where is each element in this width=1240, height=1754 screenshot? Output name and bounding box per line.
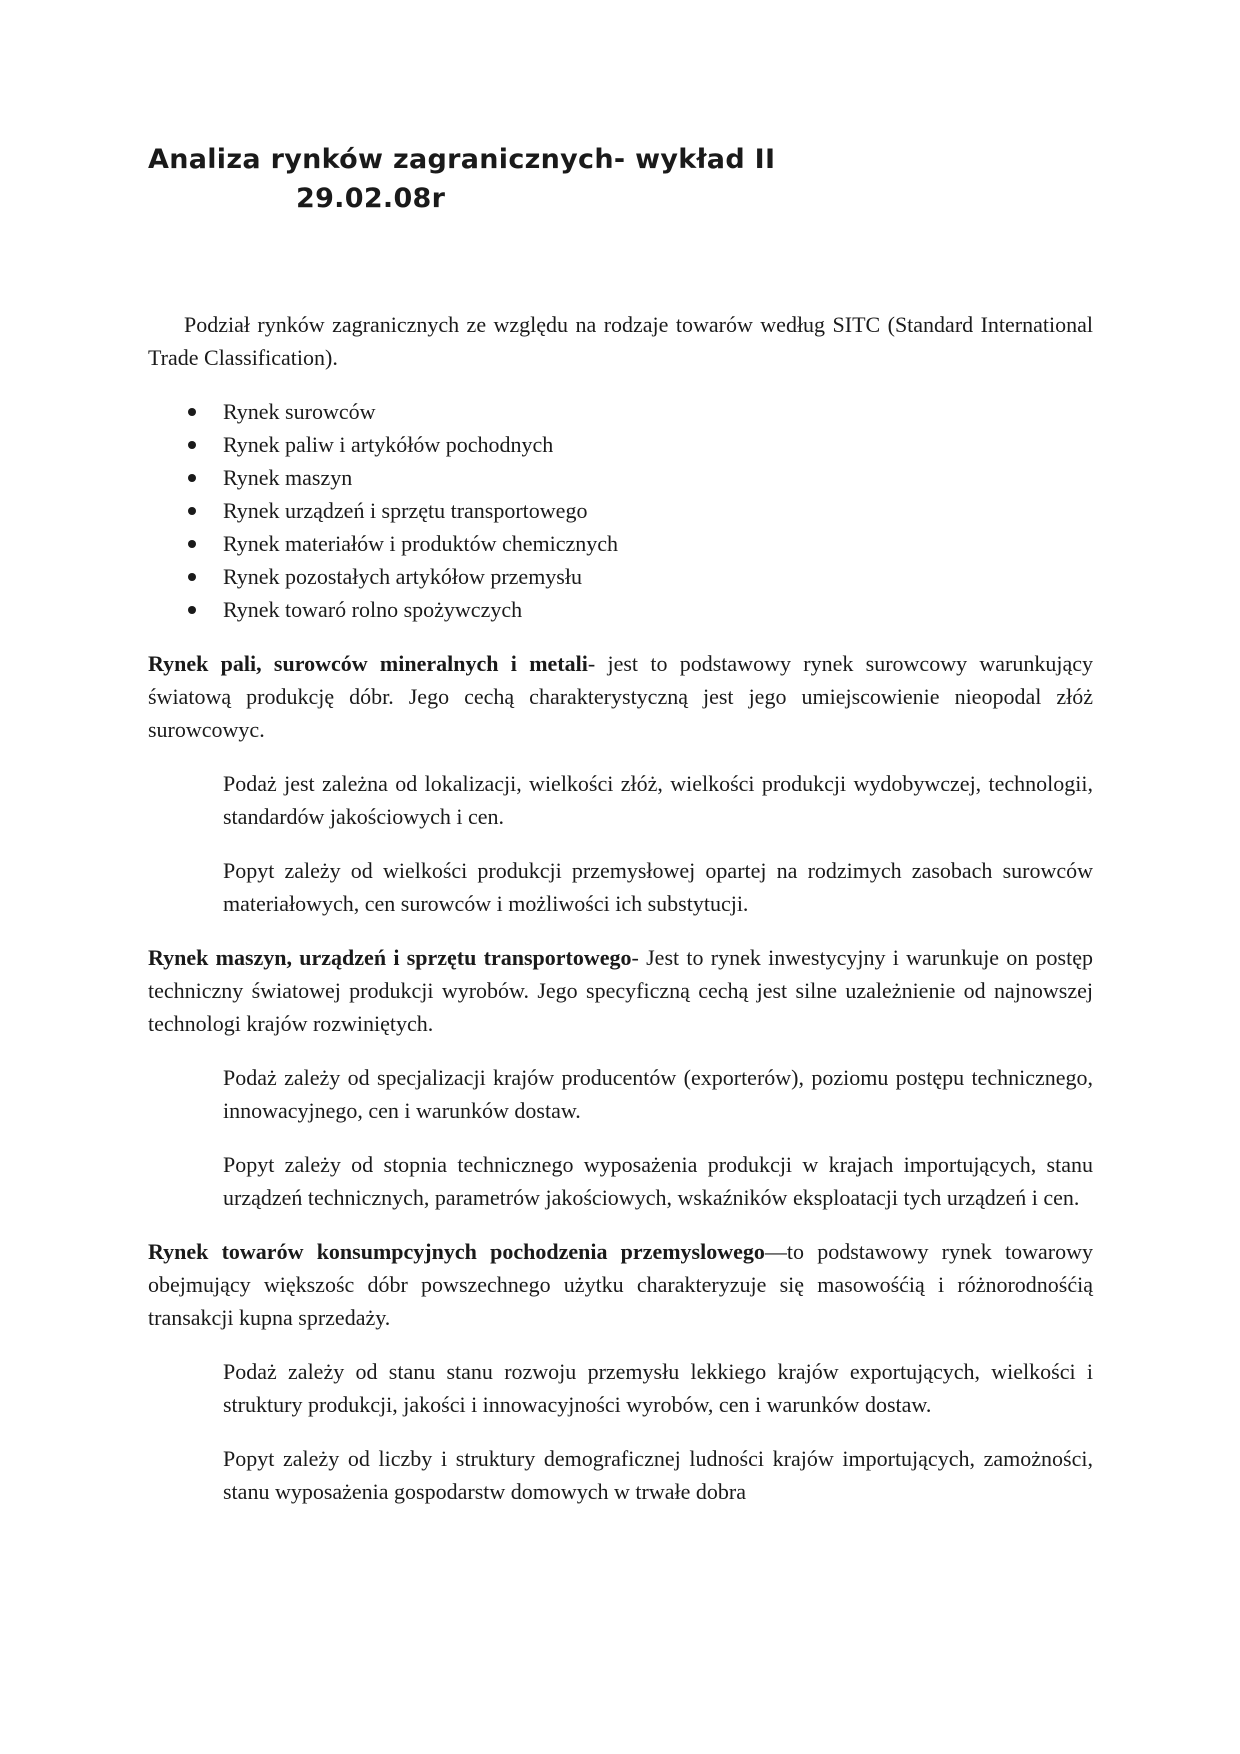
list-item: Rynek towaró rolno spożywczych	[148, 593, 1093, 626]
section-supply: Podaż jest zależna od lokalizacji, wielkości złóż, wielkości produkcji wydobywczej, technologii, standardów jakościowych i cen.	[223, 771, 1093, 829]
section-heading: Rynek pali, surowców mineralnych i metali	[148, 651, 588, 676]
title-date: 29.02.08r	[296, 183, 446, 214]
section-heading: Rynek towarów konsumpcyjnych pochodzenia przemyslowego	[148, 1239, 765, 1264]
section-demand: Popyt zależy od stopnia technicznego wyposażenia produkcji w krajach importujących, stanu urządzeń technicznych, parametrów jakościowych, wskaźników eksploatacji tych urządzeń i cen.	[223, 1152, 1093, 1210]
document-page	[148, 140, 1093, 1508]
list-item: Rynek paliw i artykółów pochodnych	[148, 428, 1093, 461]
document-title	[148, 140, 1093, 218]
list-item: Rynek maszyn	[148, 461, 1093, 494]
section-body: - jest to podstawowy rynek surowcowy warunkujący światową produkcję dóbr. Jego cechą charakterystyczną jest jego umiejscowienie nieopodal złóż surowcowyc.	[148, 651, 1094, 742]
section-demand: Popyt zależy od liczby i struktury demograficznej ludności krajów importujących, zamożności, stanu wyposażenia gospodarstw domowych w trwałe dobra	[223, 1446, 1093, 1504]
section-heading: Rynek maszyn, urządzeń i sprzętu transportowego	[148, 945, 632, 970]
list-item: Rynek urządzeń i sprzętu transportowego	[148, 494, 1093, 527]
section-demand: Popyt zależy od wielkości produkcji przemysłowej opartej na rodzimych zasobach surowców materiałowych, cen surowców i możliwości ich substytucji.	[223, 858, 1093, 916]
section-body: —to podstawowy rynek towarowy obejmujący większośc dóbr powszechnego użytku charakteryzuje się masowośćią i różnorodnośćią transakcji kupna sprzedaży.	[148, 1239, 1093, 1330]
intro-paragraph: Podział rynków zagranicznych ze względu na rodzaje towarów według SITC (Standard International Trade Classification).	[148, 312, 1093, 370]
section-fuels-minerals	[148, 647, 1093, 746]
title-line: Analiza rynków zagranicznych- wykład II	[148, 144, 776, 175]
section-supply: Podaż zależy od stanu stanu rozwoju przemysłu lekkiego krajów exportujących, wielkości i struktury produkcji, jakości i innowacyjności wyrobów, cen i warunków dostaw.	[223, 1359, 1093, 1417]
section-consumer-goods	[148, 1235, 1093, 1334]
section-supply: Podaż zależy od specjalizacji krajów producentów (exporterów), poziomu postępu technicznego, innowacyjnego, cen i warunków dostaw.	[223, 1065, 1093, 1123]
list-item: Rynek materiałów i produktów chemicznych	[148, 527, 1093, 560]
market-types-list	[148, 395, 1093, 626]
list-item: Rynek surowców	[148, 395, 1093, 428]
section-body: - Jest to rynek inwestycyjny i warunkuje on postęp techniczny światowej produkcji wyrobów. Jego specyficzną cechą jest silne uzależnienie od najnowszej technologi krajów rozwiniętych.	[148, 945, 1093, 1036]
section-machinery	[148, 941, 1093, 1040]
list-item: Rynek pozostałych artykółow przemysłu	[148, 560, 1093, 593]
